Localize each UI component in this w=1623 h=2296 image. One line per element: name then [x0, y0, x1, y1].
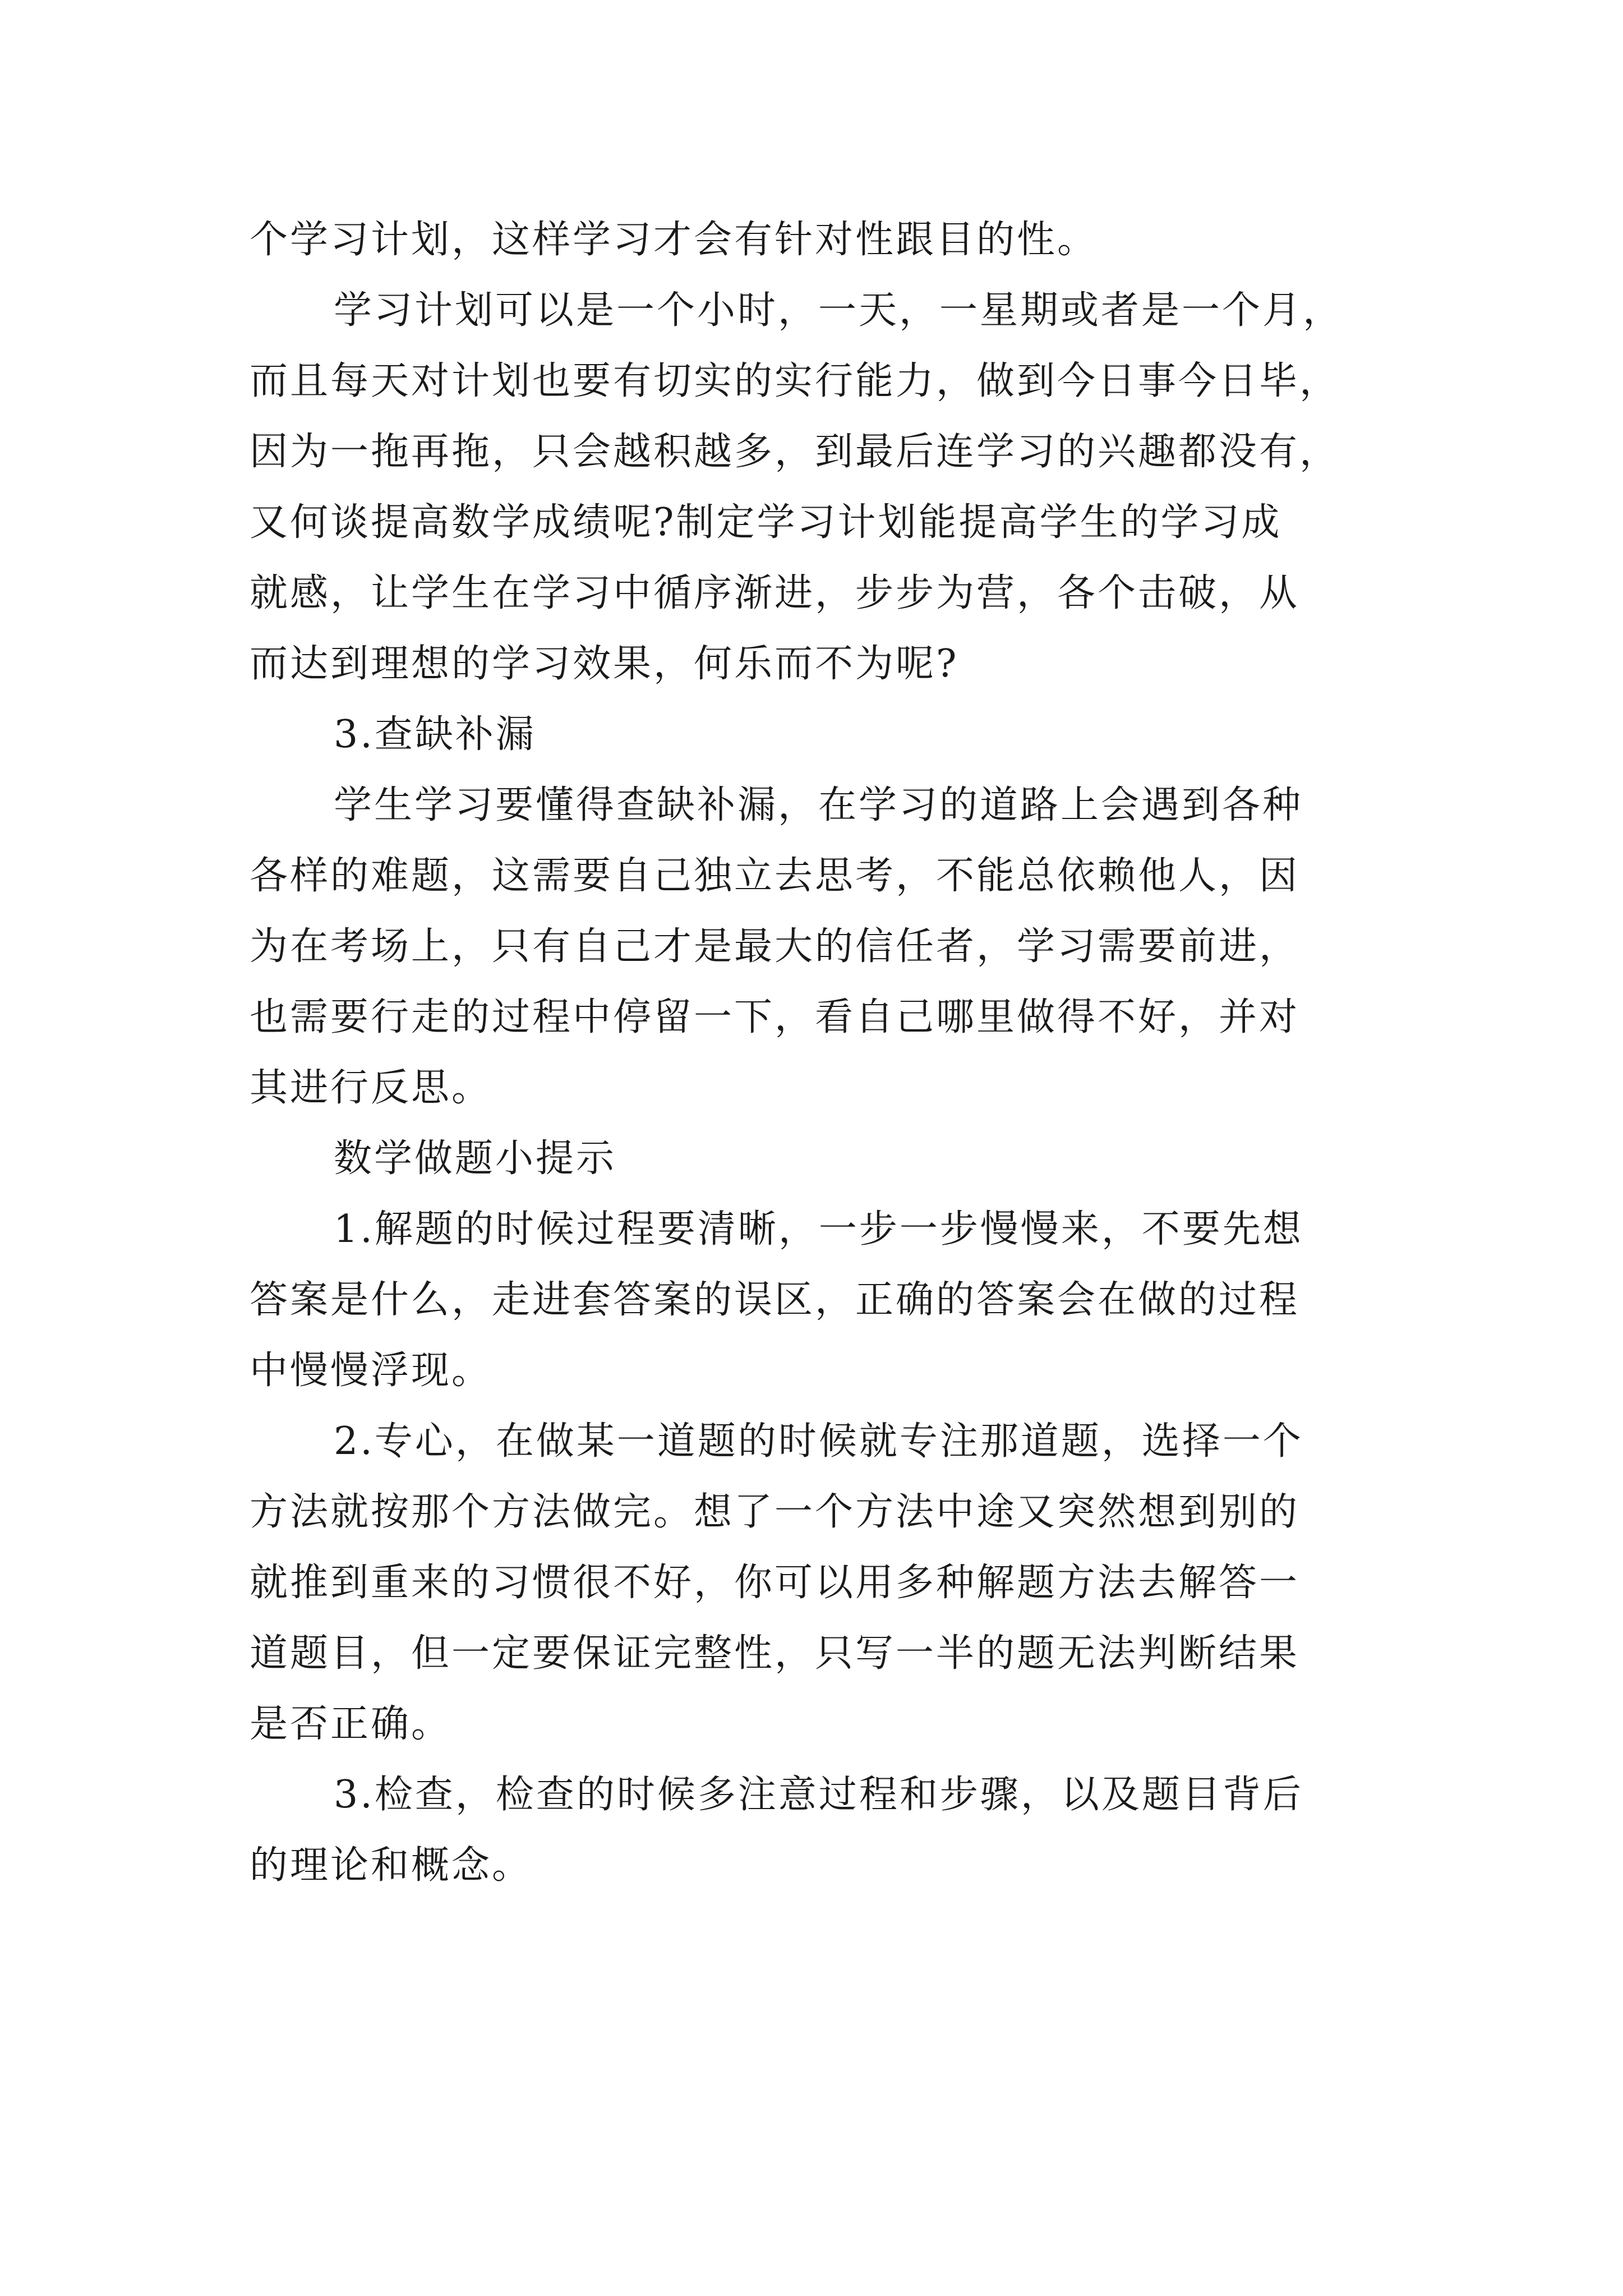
text-line: 答案是什么，走进套答案的误区，正确的答案会在做的过程 — [250, 1278, 1300, 1322]
text-line: 而达到理想的学习效果，何乐而不为呢? — [250, 642, 959, 686]
text-line: 因为一拖再拖，只会越积越多，到最后连学习的兴趣都没有， — [250, 430, 1340, 474]
text-line: 的理论和概念。 — [250, 1843, 533, 1888]
section-heading: 数学做题小提示 — [334, 1137, 617, 1181]
document-body — [250, 205, 1394, 1901]
text-line: 又何谈提高数学成绩呢?制定学习计划能提高学生的学习成 — [250, 500, 1282, 545]
text-line: 各样的难题，这需要自己独立去思考，不能总依赖他人，因 — [250, 854, 1300, 898]
text-line: 中慢慢浮现。 — [250, 1349, 492, 1393]
text-line: 为在考场上，只有自己才是最大的信任者，学习需要前进， — [250, 924, 1300, 969]
paragraph-start-line: 学习计划可以是一个小时，一天，一星期或者是一个月， — [334, 288, 1344, 333]
paragraph-start-line: 1.解题的时候过程要清晰，一步一步慢慢来，不要先想 — [334, 1207, 1303, 1251]
text-line: 方法就按那个方法做完。想了一个方法中途又突然想到别的 — [250, 1490, 1300, 1534]
text-line: 是否正确。 — [250, 1702, 452, 1746]
text-line: 也需要行走的过程中停留一下，看自己哪里做得不好，并对 — [250, 995, 1300, 1039]
paragraph-start-line: 学生学习要懂得查缺补漏，在学习的道路上会遇到各种 — [334, 783, 1303, 827]
text-line: 就感，让学生在学习中循序渐进，步步为营，各个击破，从 — [250, 571, 1300, 615]
text-line: 道题目，但一定要保证完整性，只写一半的题无法判断结果 — [250, 1631, 1300, 1676]
paragraph-start-line: 2.专心，在做某一道题的时候就专注那道题，选择一个 — [334, 1419, 1303, 1464]
text-line: 就推到重来的习惯很不好，你可以用多种解题方法去解答一 — [250, 1561, 1300, 1605]
paragraph-start-line: 3.检查，检查的时候多注意过程和步骤，以及题目背后 — [334, 1773, 1303, 1817]
text-line: 其进行反思。 — [250, 1066, 492, 1110]
text-line: 而且每天对计划也要有切实的实行能力，做到今日事今日毕， — [250, 359, 1340, 403]
section-heading: 3.查缺补漏 — [334, 712, 536, 757]
text-line: 个学习计划，这样学习才会有针对性跟目的性。 — [250, 218, 1098, 262]
